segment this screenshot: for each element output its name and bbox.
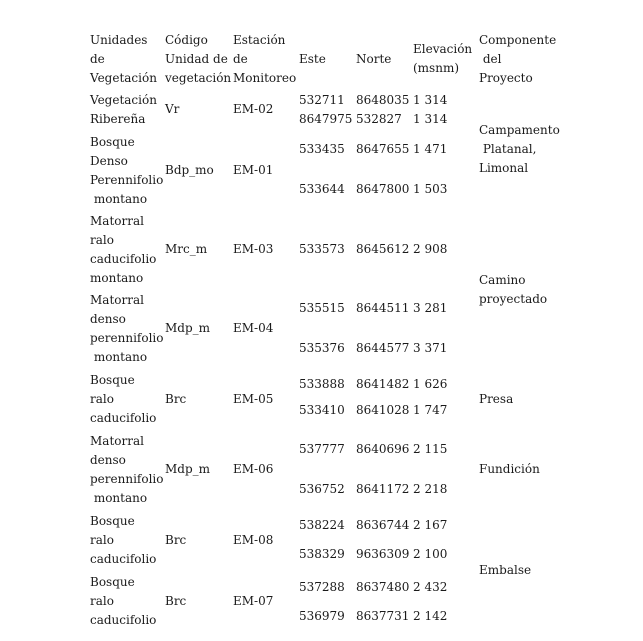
row-estacion: EM-08 xyxy=(233,533,274,547)
row-estacion: EM-07 xyxy=(233,594,274,608)
row-unidad: Matorral xyxy=(90,434,144,448)
row-elevacion: 1 503 xyxy=(413,182,448,196)
row-norte: 8636744 xyxy=(356,518,410,532)
row-norte: 8637480 xyxy=(356,580,410,594)
header-unidades-line-1: Unidades xyxy=(90,33,148,47)
row-elevacion: 2 100 xyxy=(413,547,448,561)
row-codigo: Brc xyxy=(165,594,187,608)
row-norte: 8640696 xyxy=(356,442,410,456)
row-unidad: montano xyxy=(90,271,144,285)
row-elevacion: 2 908 xyxy=(413,242,448,256)
componente-campamento: Campamento xyxy=(479,123,560,137)
row-este: 538329 xyxy=(299,547,345,561)
row-unidad: Matorral xyxy=(90,214,144,228)
header-codigo-line-3: vegetación xyxy=(165,71,232,85)
row-unidad: caducifolio xyxy=(90,252,157,266)
row-este: 533888 xyxy=(299,377,345,391)
row-este: 537288 xyxy=(299,580,345,594)
row-elevacion: 1 314 xyxy=(413,112,448,126)
row-unidad: montano xyxy=(90,192,148,206)
row-unidad: Bosque xyxy=(90,514,135,528)
row-unidad: ralo xyxy=(90,233,114,247)
row-unidad: perennifolio xyxy=(90,472,164,486)
header-unidades-line-3: Vegetación xyxy=(90,71,157,85)
header-elevacion-line-1: Elevación xyxy=(413,42,473,56)
header-codigo-line-1: Código xyxy=(165,33,208,47)
row-este: 537777 xyxy=(299,442,345,456)
row-codigo: Mdp_m xyxy=(165,321,211,335)
row-elevacion: 1 314 xyxy=(413,93,448,107)
componente-campamento: Limonal xyxy=(479,161,529,175)
row-unidad: Perennifolio xyxy=(90,173,164,187)
header-codigo-line-2: Unidad de xyxy=(165,52,228,66)
header-estacion-line-3: Monitoreo xyxy=(233,71,297,85)
row-este: 535376 xyxy=(299,341,345,355)
header-norte: Norte xyxy=(356,52,392,66)
row-estacion: EM-01 xyxy=(233,163,274,177)
header-estacion-line-1: Estación xyxy=(233,33,286,47)
header-estacion-line-2: de xyxy=(233,52,248,66)
row-este: 538224 xyxy=(299,518,345,532)
header-unidades-line-2: de xyxy=(90,52,105,66)
header-componente-line-1: Componente xyxy=(479,33,557,47)
header-este: Este xyxy=(299,52,326,66)
row-unidad: Bosque xyxy=(90,373,135,387)
row-elevacion: 1 747 xyxy=(413,403,448,417)
row-este: 536979 xyxy=(299,609,345,623)
row-unidad: denso xyxy=(90,453,126,467)
row-norte: 8644577 xyxy=(356,341,410,355)
header-elevacion-line-2: (msnm) xyxy=(413,61,460,75)
row-unidad: denso xyxy=(90,312,126,326)
row-norte: 8648035 xyxy=(356,93,410,107)
row-unidad: caducifolio xyxy=(90,552,157,566)
row-elevacion: 1 626 xyxy=(413,377,448,391)
row-estacion: EM-05 xyxy=(233,392,274,406)
row-estacion: EM-04 xyxy=(233,321,274,335)
row-este: 536752 xyxy=(299,482,345,496)
row-norte: 532827 xyxy=(356,112,402,126)
row-elevacion: 1 471 xyxy=(413,142,448,156)
row-elevacion: 3 371 xyxy=(413,341,448,355)
row-unidad: ralo xyxy=(90,392,114,406)
row-elevacion: 3 281 xyxy=(413,301,448,315)
row-elevacion: 2 115 xyxy=(413,442,448,456)
row-este: 533644 xyxy=(299,182,345,196)
row-unidad: Denso xyxy=(90,154,128,168)
row-norte: 8637731 xyxy=(356,609,410,623)
row-norte: 8645612 xyxy=(356,242,410,256)
row-unidad: montano xyxy=(90,491,148,505)
row-codigo: Bdp_mo xyxy=(165,163,214,177)
header-componente-line-3: Proyecto xyxy=(479,71,533,85)
row-codigo: Vr xyxy=(165,102,180,116)
row-unidad: Vegetación xyxy=(90,93,157,107)
row-unidad: montano xyxy=(90,350,148,364)
row-codigo: Mdp_m xyxy=(165,462,211,476)
componente-embalse: Embalse xyxy=(479,563,532,577)
row-este: 535515 xyxy=(299,301,345,315)
row-este: 533410 xyxy=(299,403,345,417)
row-estacion: EM-02 xyxy=(233,102,274,116)
componente-presa: Presa xyxy=(479,392,514,406)
row-norte: 8641482 xyxy=(356,377,410,391)
row-unidad: caducifolio xyxy=(90,613,157,627)
row-unidad: Bosque xyxy=(90,575,135,589)
row-unidad: caducifolio xyxy=(90,411,157,425)
row-este: 533573 xyxy=(299,242,345,256)
row-elevacion: 2 142 xyxy=(413,609,448,623)
row-unidad: perennifolio xyxy=(90,331,164,345)
row-norte: 8647655 xyxy=(356,142,410,156)
row-elevacion: 2 167 xyxy=(413,518,448,532)
row-unidad: Matorral xyxy=(90,293,144,307)
row-unidad: ralo xyxy=(90,594,114,608)
row-norte: 8647800 xyxy=(356,182,410,196)
componente-camino: Camino xyxy=(479,273,526,287)
row-unidad: ralo xyxy=(90,533,114,547)
row-este: 533435 xyxy=(299,142,345,156)
header-componente-line-2: del xyxy=(479,52,502,66)
componente-fundicion: Fundición xyxy=(479,462,540,476)
row-codigo: Brc xyxy=(165,392,187,406)
row-este: 8647975 xyxy=(299,112,353,126)
row-este: 532711 xyxy=(299,93,345,107)
row-codigo: Mrc_m xyxy=(165,242,208,256)
row-unidad: Bosque xyxy=(90,135,135,149)
row-estacion: EM-03 xyxy=(233,242,274,256)
row-norte: 8641028 xyxy=(356,403,410,417)
row-norte: 8641172 xyxy=(356,482,410,496)
componente-campamento: Platanal, xyxy=(479,142,537,156)
row-unidad: Ribereña xyxy=(90,112,146,126)
row-elevacion: 2 218 xyxy=(413,482,448,496)
row-estacion: EM-06 xyxy=(233,462,274,476)
row-norte: 9636309 xyxy=(356,547,410,561)
componente-camino: proyectado xyxy=(479,292,548,306)
row-norte: 8644511 xyxy=(356,301,410,315)
row-elevacion: 2 432 xyxy=(413,580,448,594)
row-codigo: Brc xyxy=(165,533,187,547)
